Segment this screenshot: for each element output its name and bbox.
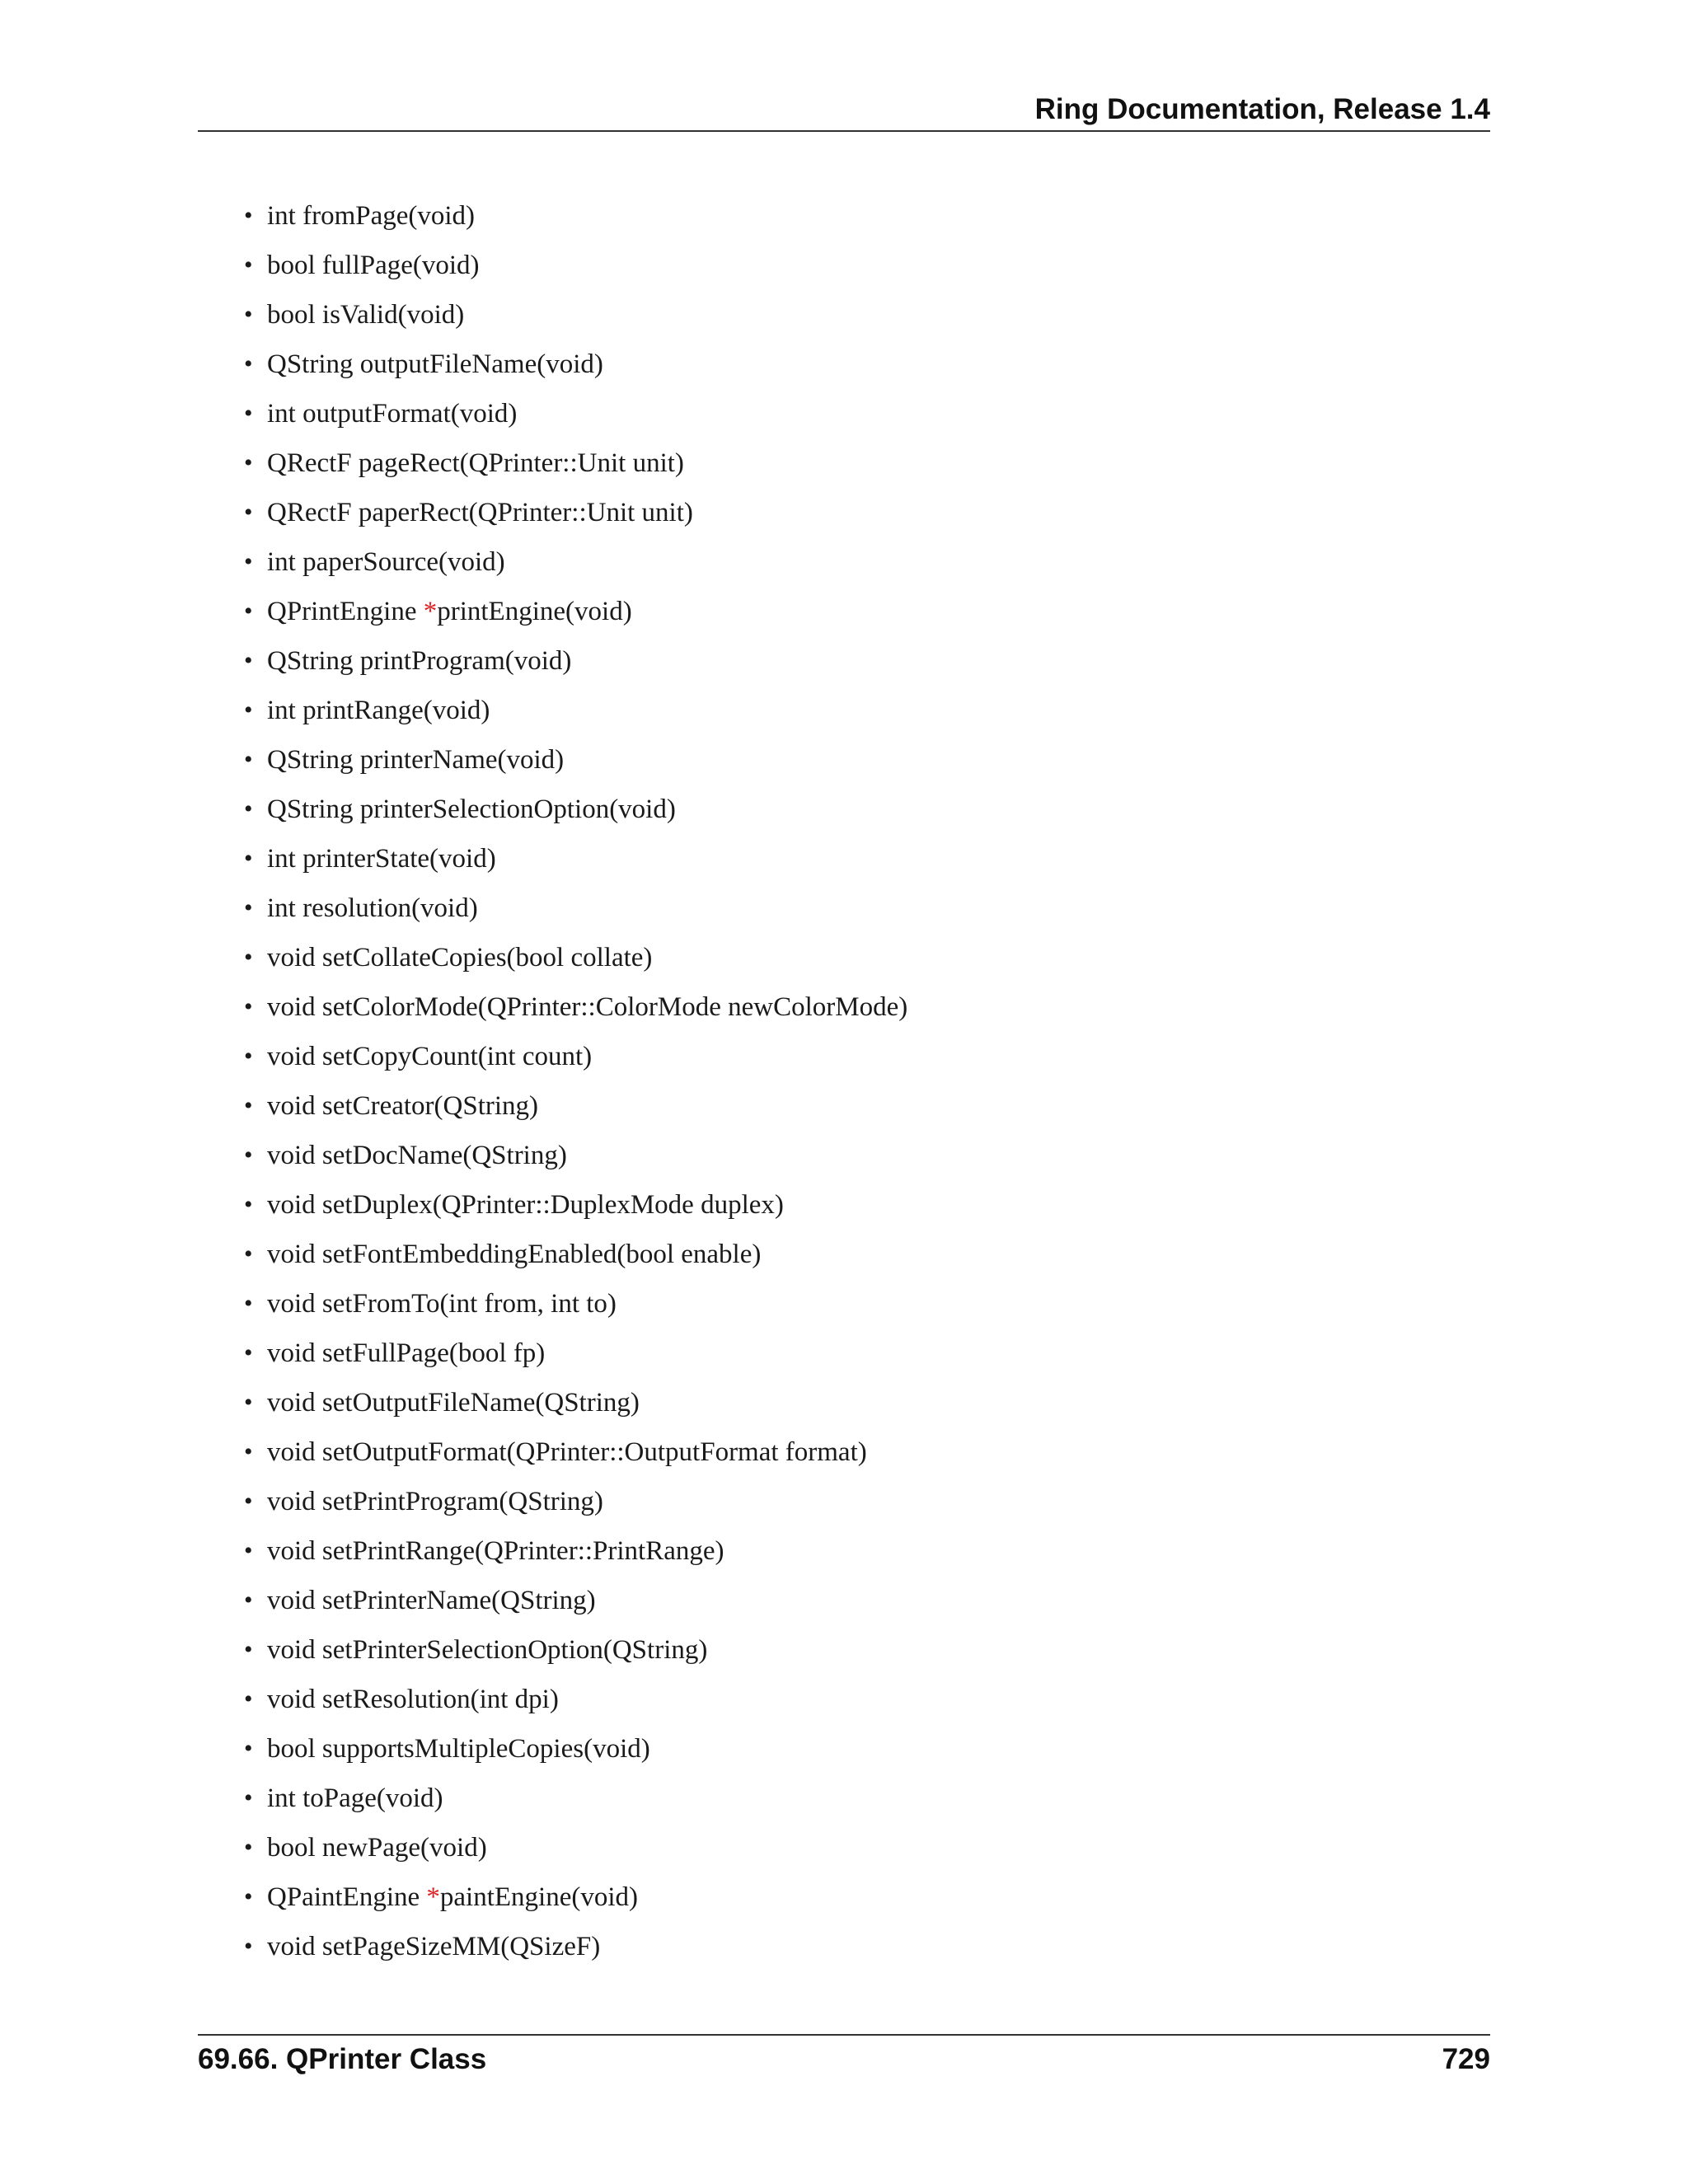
bullet-icon: • — [244, 647, 253, 674]
list-item — [0, 982, 1688, 1032]
list-item — [0, 1872, 1688, 1922]
bullet-icon: • — [244, 1240, 253, 1268]
method-signature: void setPrintProgram(QString) — [267, 1487, 603, 1516]
bullet-icon: • — [244, 1092, 253, 1119]
method-signature: void setOutputFormat(QPrinter::OutputFormat format) — [267, 1437, 867, 1467]
method-signature: QRectF paperRect(QPrinter::Unit unit) — [267, 498, 693, 527]
bullet-icon: • — [244, 1735, 253, 1762]
section-title: 69.66. QPrinter Class — [198, 2043, 487, 2075]
page-number: 729 — [1442, 2043, 1490, 2075]
footer-rule — [198, 2034, 1490, 2036]
bullet-icon: • — [244, 202, 253, 229]
list-item — [0, 1032, 1688, 1081]
method-signature: void setCreator(QString) — [267, 1091, 539, 1121]
list-item — [0, 1774, 1688, 1823]
method-signature: bool fullPage(void) — [267, 251, 480, 280]
list-item — [0, 1922, 1688, 1971]
list-item — [0, 537, 1688, 587]
method-signature: int outputFormat(void) — [267, 399, 518, 429]
bullet-icon: • — [244, 1043, 253, 1070]
bullet-icon: • — [244, 1834, 253, 1861]
method-signature: void setDocName(QString) — [267, 1141, 567, 1170]
method-signature: QString printerName(void) — [267, 745, 565, 775]
list-item — [0, 883, 1688, 933]
bullet-icon: • — [244, 449, 253, 476]
list-item — [0, 587, 1688, 636]
bullet-icon: • — [244, 1933, 253, 1960]
list-item — [0, 686, 1688, 735]
bullet-icon: • — [244, 1438, 253, 1465]
bullet-icon: • — [244, 1537, 253, 1564]
running-footer — [198, 2039, 1490, 2080]
list-item — [0, 488, 1688, 537]
list-item — [0, 1180, 1688, 1230]
method-signature: void setPrintRange(QPrinter::PrintRange) — [267, 1536, 724, 1566]
method-signature: int printRange(void) — [267, 696, 490, 725]
list-item — [0, 340, 1688, 389]
list-item — [0, 1378, 1688, 1427]
method-signature: void setPageSizeMM(QSizeF) — [267, 1932, 601, 1961]
method-signature: void setPrinterSelectionOption(QString) — [267, 1635, 708, 1665]
method-signature: void setCollateCopies(bool collate) — [267, 943, 653, 972]
bullet-icon: • — [244, 795, 253, 823]
list-item — [0, 1823, 1688, 1872]
list-item — [0, 1675, 1688, 1724]
bullet-icon: • — [244, 1488, 253, 1515]
bullet-icon: • — [244, 993, 253, 1020]
bullet-icon: • — [244, 944, 253, 971]
method-signature: bool newPage(void) — [267, 1833, 487, 1863]
bullet-icon: • — [244, 1389, 253, 1416]
method-signature: QString printProgram(void) — [267, 646, 572, 676]
list-item — [0, 834, 1688, 883]
method-signature: void setPrinterName(QString) — [267, 1586, 596, 1615]
bullet-icon: • — [244, 548, 253, 575]
bullet-icon: • — [244, 1883, 253, 1910]
running-header: Ring Documentation, Release 1.4 — [1034, 93, 1490, 125]
method-signature: bool isValid(void) — [267, 300, 465, 330]
method-signature: bool supportsMultipleCopies(void) — [267, 1734, 650, 1764]
list-item — [0, 636, 1688, 686]
list-item — [0, 1576, 1688, 1625]
method-signature: void setFullPage(bool fp) — [267, 1338, 546, 1368]
method-signature: QString printerSelectionOption(void) — [267, 794, 676, 824]
method-list — [0, 191, 1688, 1971]
bullet-icon: • — [244, 1290, 253, 1317]
bullet-icon: • — [244, 251, 253, 279]
method-signature: int paperSource(void) — [267, 547, 505, 577]
method-signature: QRectF pageRect(QPrinter::Unit unit) — [267, 448, 684, 478]
method-signature: void setFontEmbeddingEnabled(bool enable) — [267, 1240, 762, 1269]
method-signature: void setOutputFileName(QString) — [267, 1388, 640, 1418]
bullet-icon: • — [244, 598, 253, 625]
method-signature: int printerState(void) — [267, 844, 496, 874]
list-item — [0, 191, 1688, 241]
method-signature: QPaintEngine *paintEngine(void) — [267, 1882, 639, 1912]
bullet-icon: • — [244, 499, 253, 526]
list-item — [0, 785, 1688, 834]
bullet-icon: • — [244, 1586, 253, 1614]
bullet-icon: • — [244, 894, 253, 921]
list-item — [0, 735, 1688, 785]
list-item — [0, 1625, 1688, 1675]
list-item — [0, 389, 1688, 438]
list-item — [0, 1724, 1688, 1774]
bullet-icon: • — [244, 350, 253, 377]
bullet-icon: • — [244, 845, 253, 872]
bullet-icon: • — [244, 746, 253, 773]
list-item — [0, 1329, 1688, 1378]
list-item — [0, 290, 1688, 340]
list-item — [0, 438, 1688, 488]
method-signature: QString outputFileName(void) — [267, 349, 603, 379]
bullet-icon: • — [244, 301, 253, 328]
method-signature: void setCopyCount(int count) — [267, 1042, 593, 1071]
bullet-icon: • — [244, 1784, 253, 1811]
list-item — [0, 1427, 1688, 1477]
list-item — [0, 1279, 1688, 1329]
list-item — [0, 1477, 1688, 1526]
bullet-icon: • — [244, 696, 253, 724]
list-item — [0, 1230, 1688, 1279]
list-item — [0, 1131, 1688, 1180]
method-signature: void setDuplex(QPrinter::DuplexMode duplex) — [267, 1190, 784, 1220]
method-signature: QPrintEngine *printEngine(void) — [267, 597, 632, 626]
bullet-icon: • — [244, 1141, 253, 1169]
bullet-icon: • — [244, 400, 253, 427]
bullet-icon: • — [244, 1685, 253, 1713]
list-item — [0, 933, 1688, 982]
method-signature: int resolution(void) — [267, 893, 478, 923]
method-signature: void setColorMode(QPrinter::ColorMode newColorMode) — [267, 992, 908, 1022]
method-signature: void setFromTo(int from, int to) — [267, 1289, 617, 1319]
bullet-icon: • — [244, 1636, 253, 1663]
bullet-icon: • — [244, 1191, 253, 1218]
method-signature: int toPage(void) — [267, 1783, 443, 1813]
header-rule — [198, 130, 1490, 132]
method-signature: void setResolution(int dpi) — [267, 1685, 559, 1714]
list-item — [0, 241, 1688, 290]
list-item — [0, 1081, 1688, 1131]
method-signature: int fromPage(void) — [267, 201, 476, 231]
bullet-icon: • — [244, 1339, 253, 1366]
list-item — [0, 1526, 1688, 1576]
